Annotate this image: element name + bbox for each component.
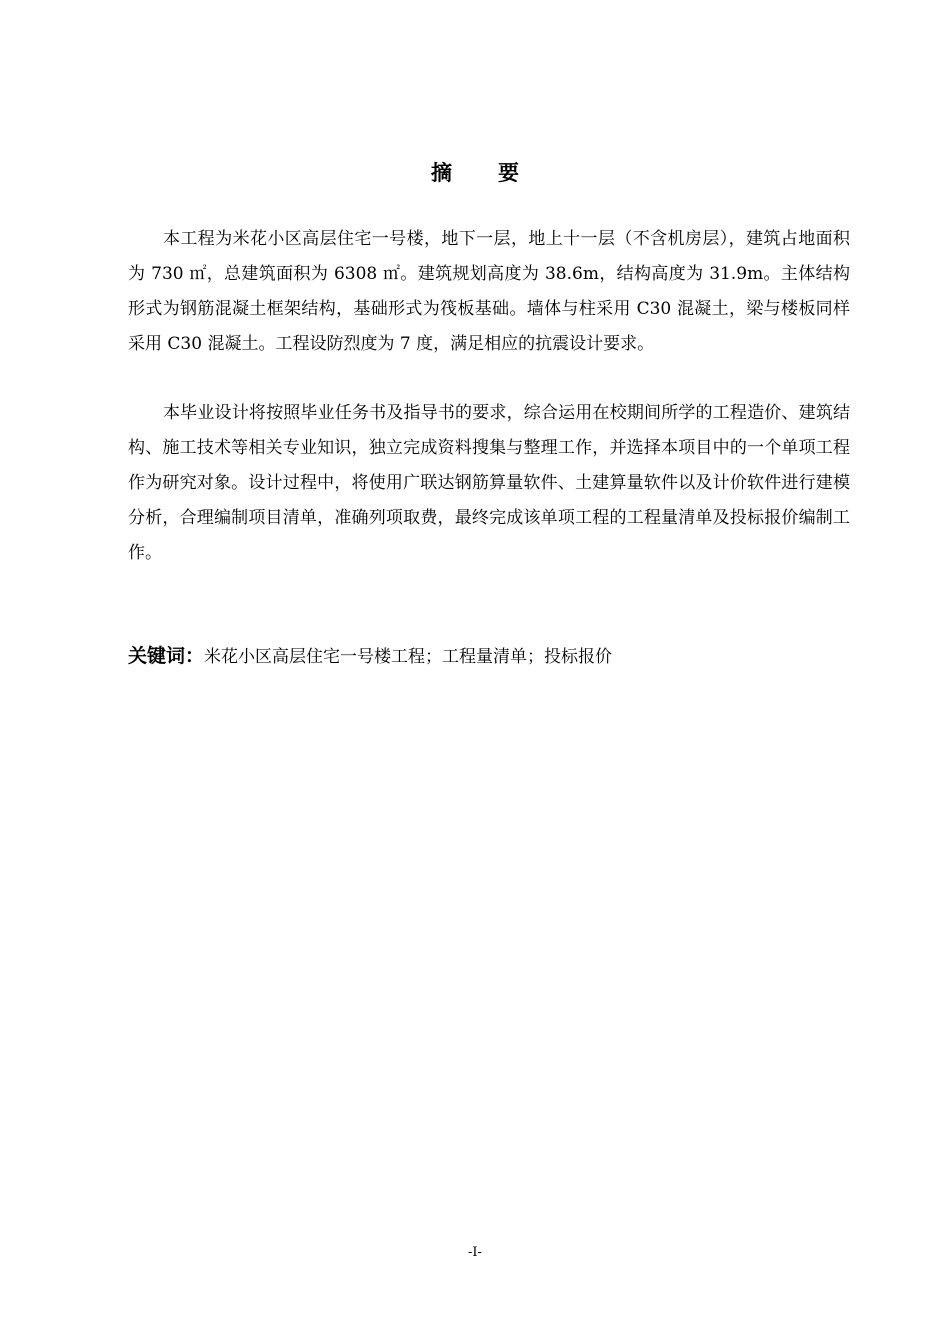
keywords-rest: 高层住宅一号楼工程；工程量清单；投标报价 [272,647,613,667]
page-number: -I- [468,1245,482,1260]
keywords-line [128,640,850,673]
abstract-title [0,157,950,187]
title-char-1: 摘 [431,161,452,185]
abstract-paragraph-1: 本工程为米花小区高层住宅一号楼，地下一层，地上十一层（不含机房层），建筑占地面积为 730 ㎡，总建筑面积为 6308 ㎡。建筑规划高度为 38.6m，结构高度为 31.9m。主体结构形式为钢筋混凝土框架结构，基础形式为筏板基础。墙体与柱采用 C30 混凝土，梁与楼板同样采用 C30 混凝土。工程设防烈度为 7 度，满足相应的抗震设计要求。 [128,229,850,354]
keywords-first-part: 米花小区 [204,647,273,667]
keywords-label: 关键词： [128,645,205,667]
abstract-paragraph-2: 本毕业设计将按照毕业任务书及指导书的要求，综合运用在校期间所学的工程造价、建筑结构、施工技术等相关专业知识，独立完成资料搜集与整理工作，并选择本项目中的一个单项工程作为研究对象。设计过程中，将使用广联达钢筋算量软件、土建算量软件以及计价软件进行建模分析，合理编制项目清单，准确列项取费，最终完成该单项工程的工程量清单及投标报价编制工作。 [128,403,850,563]
title-char-2: 要 [498,161,519,185]
